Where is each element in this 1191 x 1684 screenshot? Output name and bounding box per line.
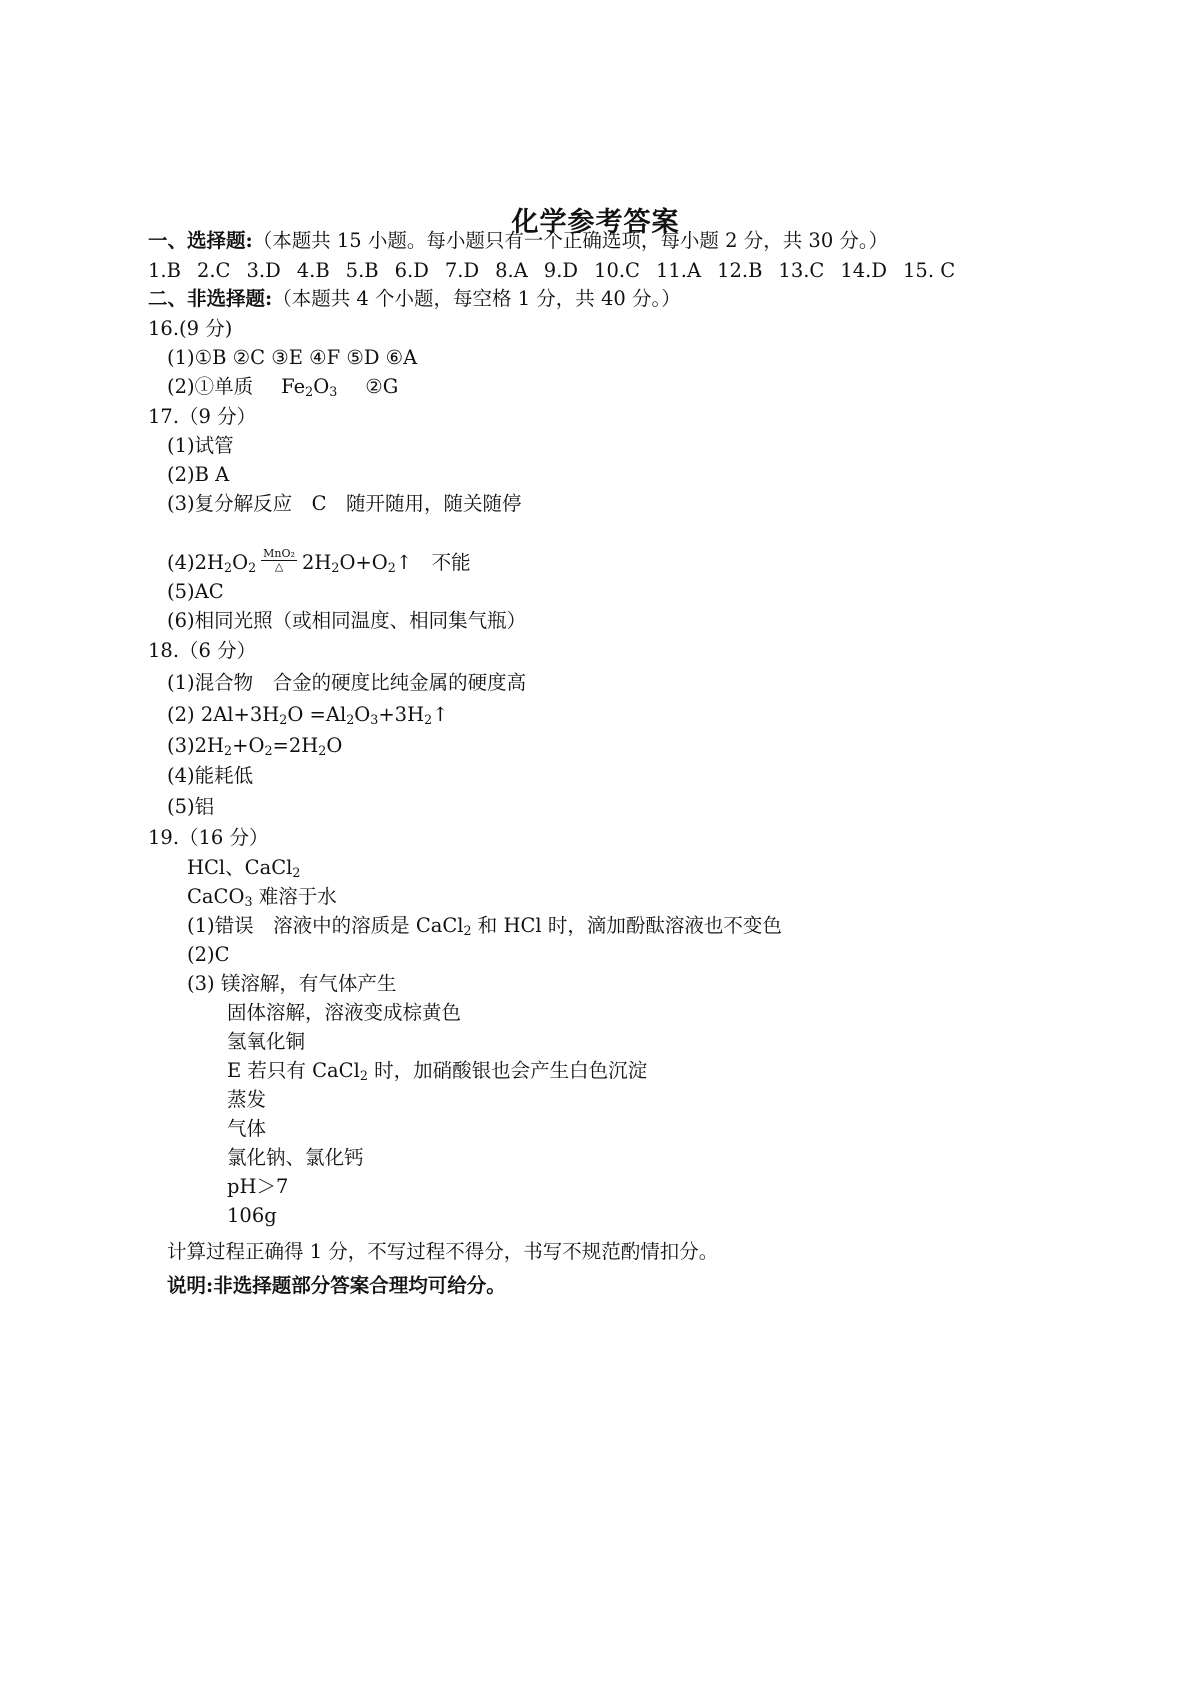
section2-heading: 二、非选择题: <box>148 287 273 310</box>
section1-note: （本题共 15 小题。每小题只有一个正确选项，每小题 2 分，共 30 分。） <box>252 229 889 252</box>
q17-answer-4-equation: $(4)2H_2O_2$ $\frac{\text{MnO₂}}{\triangle}$ $2H_2O+O_2↑$ 不能 <box>167 547 471 575</box>
choice-answer: 4.B <box>296 259 330 282</box>
q17-answer-5: (5)AC <box>167 580 224 603</box>
q16-head: 16.(9 分) <box>148 317 233 340</box>
q19-answer-3-line-9: 106g <box>227 1204 277 1227</box>
q19-answer-3-line-5: 蒸发 <box>227 1088 267 1111</box>
choice-answer: 7.D <box>444 259 480 282</box>
q19-answer-3: (3) 镁溶解，有气体产生 <box>187 972 397 995</box>
choice-answer: 6.D <box>394 259 429 282</box>
q18-head: 18.（6 分） <box>148 639 257 662</box>
q19-answer-1: (1)错误 溶液中的溶质是 CaCl$_2$ 和 HCl 时，滴加酚酞溶液也不变色 <box>187 914 782 938</box>
section1-line <box>148 228 888 254</box>
reaction-condition: $\frac{\text{MnO₂}}{\triangle}$ <box>263 547 295 573</box>
q19-answer-3-line-7: 氯化钠、氯化钙 <box>227 1146 364 1169</box>
choice-answer: 3.D <box>246 259 281 282</box>
q19-line-1: HCl、CaCl$_2$ <box>187 856 301 880</box>
section2-note: （本题共 4 个小题，每空格 1 分，共 40 分。） <box>272 287 681 310</box>
q19-answer-3-line-6: 气体 <box>227 1117 267 1140</box>
choice-answer: 11.A <box>655 259 702 282</box>
choice-answer: 10.C <box>594 259 640 282</box>
section1-heading: 一、选择题: <box>148 229 253 252</box>
q18-answer-5: (5)铝 <box>167 795 215 818</box>
choice-answers-row <box>148 258 955 284</box>
choice-answer: 14.D <box>840 259 887 282</box>
q19-line-2: CaCO$_3$ 难溶于水 <box>187 885 337 909</box>
q17-head: 17.（9 分） <box>148 405 257 428</box>
q18-answer-2-equation: (2) $2Al+3H_2O$ $=Al_2O_3+3H_2↑$ <box>167 703 449 727</box>
q16-answer-2: (2)①单质 $Fe_2O_3$ ②G <box>167 375 399 399</box>
q17-answer-3: (3)复分解反应 C 随开随用，随关随停 <box>167 492 522 515</box>
q19-head: 19.（16 分） <box>148 826 269 849</box>
q18-answer-3-equation: $(3)2H_2+O_2=2H_2O$ <box>167 734 343 758</box>
q19-answer-3-line-4: E 若只有 CaCl$_2$ 时，加硝酸银也会产生白色沉淀 <box>227 1059 648 1083</box>
section2-line <box>148 286 681 312</box>
choice-answer: 1.B <box>148 259 181 282</box>
choice-answer: 9.D <box>543 259 579 282</box>
q16-answer-1: (1)①B ②C ③E ④F ⑤D ⑥A <box>167 346 418 369</box>
choice-answer: 8.A <box>495 259 528 282</box>
choice-answer: 15. C <box>903 259 956 282</box>
page-title: 化学参考答案 <box>511 207 680 238</box>
q17-answer-2: (2)B A <box>167 463 230 486</box>
choice-answer: 12.B <box>717 259 763 282</box>
choice-answer: 2.C <box>196 259 231 282</box>
q17-answer-1: (1)试管 <box>167 434 234 457</box>
q19-answer-2: (2)C <box>187 943 230 966</box>
choice-answer: 13.C <box>778 259 825 282</box>
q19-answer-3-line-2: 固体溶解，溶液变成棕黄色 <box>227 1001 462 1024</box>
q19-answer-3-line-8: pH＞7 <box>227 1175 289 1198</box>
q19-answer-3-line-3: 氢氧化铜 <box>227 1030 306 1053</box>
choice-answer: 5.B <box>345 259 379 282</box>
grading-remark: 说明:非选择题部分答案合理均可给分。 <box>167 1274 506 1297</box>
q17-answer-6: (6)相同光照（或相同温度、相同集气瓶） <box>167 609 527 632</box>
q18-answer-1: (1)混合物 合金的硬度比纯金属的硬度高 <box>167 671 527 694</box>
q18-answer-4: (4)能耗低 <box>167 764 254 787</box>
calculation-note: 计算过程正确得 1 分，不写过程不得分，书写不规范酌情扣分。 <box>167 1240 719 1263</box>
